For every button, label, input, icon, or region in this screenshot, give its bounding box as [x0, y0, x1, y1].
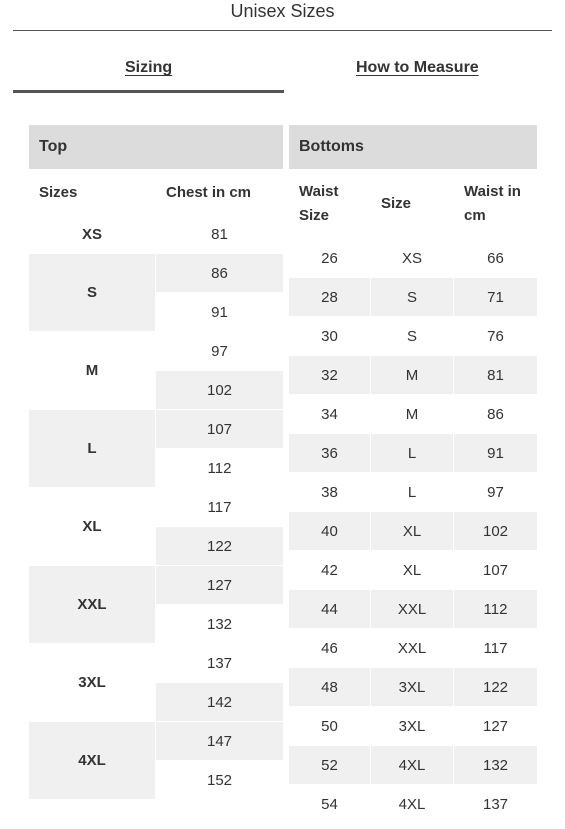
top-chest-cell: 142 [156, 683, 284, 722]
bottoms-table-row [289, 512, 538, 551]
bottoms-size-cell: 4XL [371, 746, 454, 785]
bottoms-header-waist-size: Waist Size [289, 170, 371, 239]
bottoms-waist-cm-cell: 127 [454, 707, 538, 746]
top-chest-cell: 102 [156, 371, 284, 410]
bottoms-table-row [289, 785, 538, 824]
tab-sizing[interactable]: Sizing [125, 59, 173, 76]
top-header-chest: Chest in cm [156, 170, 284, 215]
top-table-row [29, 644, 284, 683]
bottoms-table-row [289, 590, 538, 629]
top-chest-cell: 86 [156, 254, 284, 293]
top-chest-cell: 112 [156, 449, 284, 488]
bottoms-table-row [289, 239, 538, 278]
top-size-cell: M [29, 332, 156, 410]
top-table-row [29, 332, 284, 371]
top-size-cell: XS [29, 215, 156, 254]
bottoms-waist-size-cell: 40 [289, 512, 371, 551]
bottoms-waist-cm-cell: 132 [454, 746, 538, 785]
bottoms-table-row [289, 434, 538, 473]
top-table-row [29, 215, 284, 254]
bottoms-size-cell: XL [371, 551, 454, 590]
bottoms-waist-cm-cell: 122 [454, 668, 538, 707]
bottoms-size-cell: XL [371, 512, 454, 551]
top-chest-cell: 147 [156, 722, 284, 761]
bottoms-waist-size-cell: 26 [289, 239, 371, 278]
bottoms-waist-size-cell: 30 [289, 317, 371, 356]
bottoms-table-row [289, 668, 538, 707]
top-size-cell: XL [29, 488, 156, 566]
bottoms-waist-size-cell: 36 [289, 434, 371, 473]
top-table-row [29, 410, 284, 449]
bottoms-size-cell: 3XL [371, 707, 454, 746]
top-table-title: Top [29, 125, 284, 170]
bottoms-header-waist-cm: Waist in cm [454, 170, 538, 239]
bottoms-table-row [289, 317, 538, 356]
top-size-cell: 3XL [29, 644, 156, 722]
bottoms-waist-cm-cell: 102 [454, 512, 538, 551]
bottoms-waist-cm-cell: 112 [454, 590, 538, 629]
bottoms-table-row [289, 551, 538, 590]
bottoms-table-row [289, 473, 538, 512]
bottoms-waist-cm-cell: 137 [454, 785, 538, 824]
bottoms-waist-cm-cell: 91 [454, 434, 538, 473]
top-chest-cell: 91 [156, 293, 284, 332]
bottoms-waist-cm-cell: 117 [454, 629, 538, 668]
bottoms-waist-size-cell: 48 [289, 668, 371, 707]
top-table-row [29, 488, 284, 527]
bottoms-waist-cm-cell: 81 [454, 356, 538, 395]
top-size-cell: 4XL [29, 722, 156, 800]
bottoms-waist-cm-cell: 76 [454, 317, 538, 356]
bottoms-waist-size-cell: 42 [289, 551, 371, 590]
bottoms-table-title: Bottoms [289, 125, 538, 170]
top-chest-cell: 152 [156, 761, 284, 800]
top-chest-cell: 137 [156, 644, 284, 683]
bottoms-waist-size-cell: 50 [289, 707, 371, 746]
top-chest-cell: 107 [156, 410, 284, 449]
bottoms-waist-cm-cell: 86 [454, 395, 538, 434]
bottoms-size-cell: M [371, 395, 454, 434]
top-chest-cell: 127 [156, 566, 284, 605]
bottoms-table-row [289, 707, 538, 746]
top-header-sizes: Sizes [29, 170, 156, 215]
top-chest-cell: 81 [156, 215, 284, 254]
top-table-row [29, 566, 284, 605]
bottoms-waist-size-cell: 52 [289, 746, 371, 785]
bottoms-size-cell: S [371, 278, 454, 317]
top-chest-cell: 122 [156, 527, 284, 566]
bottoms-size-cell: XS [371, 239, 454, 278]
top-size-cell: S [29, 254, 156, 332]
bottoms-waist-size-cell: 28 [289, 278, 371, 317]
tab-how-to-measure[interactable]: How to Measure [356, 59, 479, 76]
bottoms-size-cell: L [371, 473, 454, 512]
bottoms-size-cell: S [371, 317, 454, 356]
bottoms-waist-size-cell: 38 [289, 473, 371, 512]
bottoms-size-cell: XXL [371, 629, 454, 668]
bottoms-waist-cm-cell: 71 [454, 278, 538, 317]
bottoms-size-table [288, 124, 538, 824]
bottoms-waist-cm-cell: 66 [454, 239, 538, 278]
bottoms-waist-size-cell: 46 [289, 629, 371, 668]
bottoms-size-cell: 4XL [371, 785, 454, 824]
top-size-table [28, 124, 284, 800]
bottoms-size-cell: M [371, 356, 454, 395]
page-title: Unisex Sizes [230, 1, 335, 21]
bottoms-table-row [289, 356, 538, 395]
bottoms-size-cell: 3XL [371, 668, 454, 707]
bottoms-table-row [289, 278, 538, 317]
top-size-cell: XXL [29, 566, 156, 644]
bottoms-waist-cm-cell: 107 [454, 551, 538, 590]
bottoms-table-row [289, 746, 538, 785]
top-size-cell: L [29, 410, 156, 488]
bottoms-size-cell: XXL [371, 590, 454, 629]
bottoms-waist-size-cell: 34 [289, 395, 371, 434]
bottoms-size-cell: L [371, 434, 454, 473]
bottoms-waist-cm-cell: 97 [454, 473, 538, 512]
bottoms-table-row [289, 395, 538, 434]
top-chest-cell: 117 [156, 488, 284, 527]
bottoms-header-size: Size [371, 170, 454, 239]
top-chest-cell: 97 [156, 332, 284, 371]
bottoms-waist-size-cell: 32 [289, 356, 371, 395]
top-table-row [29, 254, 284, 293]
top-chest-cell: 132 [156, 605, 284, 644]
bottoms-waist-size-cell: 44 [289, 590, 371, 629]
active-tab-indicator [13, 90, 284, 93]
bottoms-table-row [289, 629, 538, 668]
title-divider [13, 30, 552, 31]
top-table-row [29, 722, 284, 761]
bottoms-waist-size-cell: 54 [289, 785, 371, 824]
